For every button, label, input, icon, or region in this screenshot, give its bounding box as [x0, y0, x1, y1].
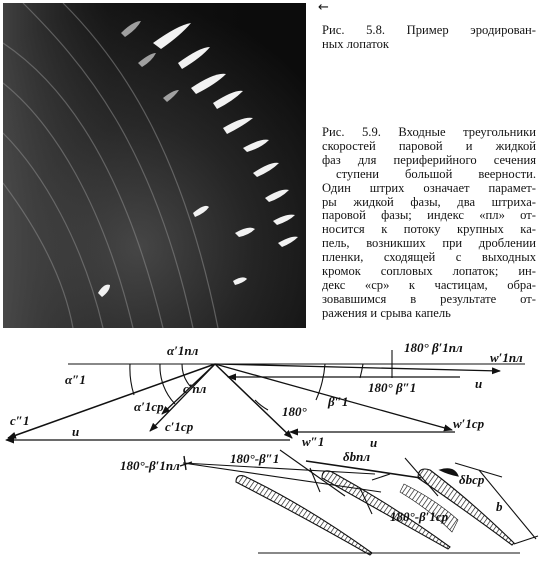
label-angle-180: 180°	[282, 404, 307, 419]
label-beta1: β″1	[328, 394, 349, 409]
pitch-extension	[514, 536, 538, 544]
tick-mark	[372, 474, 390, 480]
label-180-beta1pl: 180° β′1пл	[404, 340, 463, 355]
label-alpha1pl: α′1пл	[167, 343, 199, 358]
caption-line: ных лопаток	[322, 37, 389, 51]
label-alpha1: α″1	[65, 372, 86, 387]
label-180-beta1pl: 180°-β′1пл	[120, 458, 180, 473]
label-delta-b-cp: δbср	[459, 472, 485, 487]
label-u-left: u	[72, 424, 80, 439]
caption-line: паровой фазы; индекс «пл» от-	[322, 209, 536, 223]
tick-mark	[184, 456, 186, 470]
flow-line	[310, 468, 320, 492]
caption-line: пленки, сходящей с выходных	[322, 251, 536, 265]
pitch-dimension-b	[479, 470, 536, 539]
w1pl-vector	[215, 364, 500, 371]
label-delta-b-pl: δbпл	[343, 449, 371, 464]
label-c1cp: c′1ср	[165, 419, 194, 434]
label-w1pl: w′1пл	[490, 350, 523, 365]
blade-edge	[440, 469, 458, 476]
caption-line: зовавшимся в результате от-	[322, 292, 536, 306]
label-u-right: u	[475, 376, 483, 391]
label-w1cp: w′1ср	[453, 416, 485, 431]
figure-5-9-caption	[322, 126, 536, 321]
label-w1: w″1	[302, 434, 325, 449]
caption-line: носится к потоку крупных ка-	[322, 223, 536, 237]
beta1pl-arc	[360, 364, 363, 378]
caption-line: Рис. 5.8. Пример эродирован-	[322, 24, 536, 37]
caption-line: Рис. 5.9. Входные треугольники	[322, 126, 536, 139]
caption-line: фаз для периферийного сечения	[322, 153, 536, 167]
caption-line: кромок сопловых лопаток; ин-	[322, 265, 536, 279]
label-u-mid: u	[370, 435, 378, 450]
label-c1: c″1	[10, 413, 30, 428]
caption-line: ступени большой веерности.	[336, 167, 536, 181]
label-b: b	[496, 499, 503, 514]
caption-line: ражения и срыва капель	[322, 306, 451, 320]
label-180-beta1cp: 180°-β′1ср	[390, 509, 449, 524]
label-180-beta1-right: 180° β″1	[368, 380, 417, 395]
caption-line: ры жидкой фазы, два штриха-	[322, 195, 536, 209]
label-c-pl: c′пл	[183, 381, 207, 396]
caption-line: Один штрих означает парамет-	[322, 181, 536, 195]
caption-line: пель, возникших при дроблении	[322, 237, 536, 251]
eroded-blades-photo	[3, 3, 306, 328]
caption-line: скоростей паровой и жидкой	[322, 139, 536, 153]
label-180-minus-beta1: 180°-β″1	[230, 451, 280, 466]
alpha1cp-arc	[160, 364, 175, 404]
caption-line: декс «ср» к частицам, обра-	[322, 278, 536, 292]
velocity-triangles-diagram	[0, 335, 543, 565]
back-arrow-mark: ←	[318, 0, 329, 15]
alpha1-arc	[130, 364, 134, 395]
label-alpha1cp: α′1ср	[134, 399, 164, 414]
figure-5-8-caption	[322, 24, 536, 52]
